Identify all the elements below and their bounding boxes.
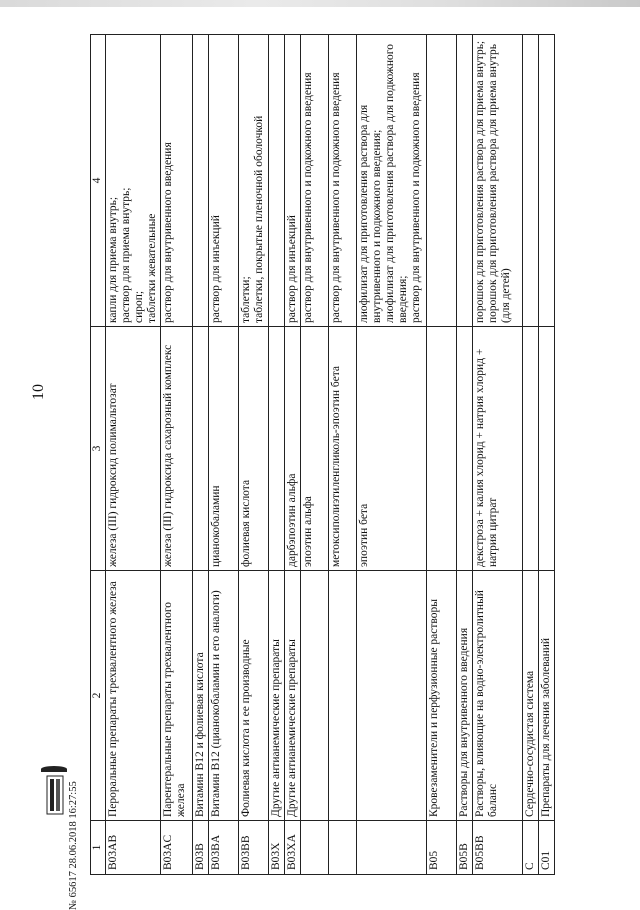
dosage-forms — [285, 35, 301, 327]
header-col-2: 2 — [91, 571, 106, 821]
inn-name: цианокобаламин — [209, 327, 239, 571]
atc-code — [301, 821, 329, 875]
scan-edge — [0, 0, 640, 7]
seal-mark — [41, 766, 67, 772]
atc-code: B03AB — [106, 821, 161, 875]
table-row — [523, 35, 539, 875]
dosage-form-item: раствор для инъекций — [210, 215, 222, 323]
dosage-forms — [106, 35, 161, 327]
header-row — [91, 35, 106, 875]
inn-name — [193, 327, 209, 571]
table-row — [193, 35, 209, 875]
dosage-form-item: лиофилизат для приготовления раствора для внутривенного и подкожного введения; — [358, 104, 383, 323]
inn-name: эпоэтин альфа — [301, 327, 329, 571]
atc-code: B03X — [269, 821, 285, 875]
inn-name: железа (III) гидроксид полимальтозат — [106, 327, 161, 571]
dosage-forms — [269, 35, 285, 327]
atc-group — [301, 571, 329, 821]
atc-group: Сердечно-сосудистая система — [523, 571, 539, 821]
table-row — [329, 35, 357, 875]
dosage-form-item: порошок для приготовления раствора для приема внутрь; — [474, 40, 486, 323]
inn-name: эпоэтин бета — [357, 327, 427, 571]
atc-code — [357, 821, 427, 875]
dosage-forms — [457, 35, 473, 327]
table-row — [209, 35, 239, 875]
inn-name: железа (III) гидроксида сахарозный комплекс — [161, 327, 193, 571]
dosage-form-item: таблетки; — [240, 276, 252, 323]
atc-code: B03BB — [239, 821, 269, 875]
table-row — [473, 35, 523, 875]
atc-code: B05 — [427, 821, 457, 875]
inn-name: фолиевая кислота — [239, 327, 269, 571]
inn-name: дарбэпоэтин альфа — [285, 327, 301, 571]
inn-name — [539, 327, 555, 571]
atc-group: Растворы, влияющие на водно-электролитный баланс — [473, 571, 523, 821]
dosage-forms — [239, 35, 269, 327]
atc-code: B03AC — [161, 821, 193, 875]
dosage-forms — [427, 35, 457, 327]
table-row — [357, 35, 427, 875]
atc-code: B03B — [193, 821, 209, 875]
header-col-3: 3 — [91, 327, 106, 571]
dosage-form-item: порошок для приготовления раствора для приема внутрь (для детей) — [487, 44, 512, 323]
atc-group: Фолиевая кислота и ее производные — [239, 571, 269, 821]
table-row — [106, 35, 161, 875]
atc-group: Растворы для внутривенного введения — [457, 571, 473, 821]
dosage-form-item: лиофилизат для приготовления раствора для подкожного введения; — [384, 44, 409, 323]
atc-group: Кровезаменители и перфузионные растворы — [427, 571, 457, 821]
table-row — [427, 35, 457, 875]
dosage-forms — [539, 35, 555, 327]
inn-name: метоксиполиэтиленгликоль-эпоэтин бета — [329, 327, 357, 571]
dosage-form-item: раствор для внутривенного и подкожного введения — [410, 72, 422, 323]
header-col-4: 4 — [91, 35, 106, 327]
page-number: 10 — [30, 384, 47, 400]
atc-code — [329, 821, 357, 875]
atc-code: B05B — [457, 821, 473, 875]
atc-code: B03XA — [285, 821, 301, 875]
dosage-forms — [193, 35, 209, 327]
inn-name — [427, 327, 457, 571]
table-row — [539, 35, 555, 875]
dosage-form-item: раствор для внутривенного введения — [162, 142, 174, 323]
atc-code: B03BA — [209, 821, 239, 875]
dosage-form-item: раствор для приема внутрь; — [120, 187, 132, 323]
dosage-forms — [301, 35, 329, 327]
table-row — [285, 35, 301, 875]
table-row — [457, 35, 473, 875]
atc-group: Препараты для лечения заболеваний — [539, 571, 555, 821]
document-reference: № 65617 28.06.2018 16:27:55 — [68, 781, 79, 910]
dosage-forms — [523, 35, 539, 327]
header-col-1: 1 — [91, 821, 106, 875]
document-logo — [45, 772, 65, 817]
atc-code: B05BB — [473, 821, 523, 875]
inn-name: декстроза + калия хлорид + натрия хлорид + натрия цитрат — [473, 327, 523, 571]
dosage-forms — [357, 35, 427, 327]
dosage-form-item: таблетки, покрытые пленочной оболочкой — [253, 115, 265, 323]
atc-group — [329, 571, 357, 821]
drug-table — [90, 34, 555, 875]
atc-group: Пероральные препараты трехвалентного железа — [106, 571, 161, 821]
dosage-form-item: раствор для инъекций — [286, 215, 298, 323]
inn-name — [523, 327, 539, 571]
atc-group: Другие антианемические препараты — [285, 571, 301, 821]
dosage-form-item: раствор для внутривенного и подкожного введения — [330, 72, 342, 323]
atc-group — [357, 571, 427, 821]
dosage-forms — [329, 35, 357, 327]
dosage-forms — [473, 35, 523, 327]
dosage-forms — [161, 35, 193, 327]
table-row — [239, 35, 269, 875]
atc-group: Витамин B12 и фолиевая кислота — [193, 571, 209, 821]
inn-name — [457, 327, 473, 571]
atc-group: Другие антианемические препараты — [269, 571, 285, 821]
table-row — [269, 35, 285, 875]
atc-code: C — [523, 821, 539, 875]
dosage-forms — [209, 35, 239, 327]
inn-name — [269, 327, 285, 571]
table-row — [161, 35, 193, 875]
atc-code: C01 — [539, 821, 555, 875]
dosage-form-item: сироп; — [133, 290, 145, 323]
dosage-form-item: раствор для внутривенного и подкожного введения — [302, 72, 314, 323]
atc-group: Парентеральные препараты трехвалентного железа — [161, 571, 193, 821]
atc-group: Витамин B12 (цианокобаламин и его аналоги) — [209, 571, 239, 821]
dosage-form-item: таблетки жевательные — [146, 213, 158, 323]
dosage-form-item: капли для приема внутрь; — [107, 196, 119, 323]
table-row — [301, 35, 329, 875]
rotated-page — [90, 35, 640, 875]
